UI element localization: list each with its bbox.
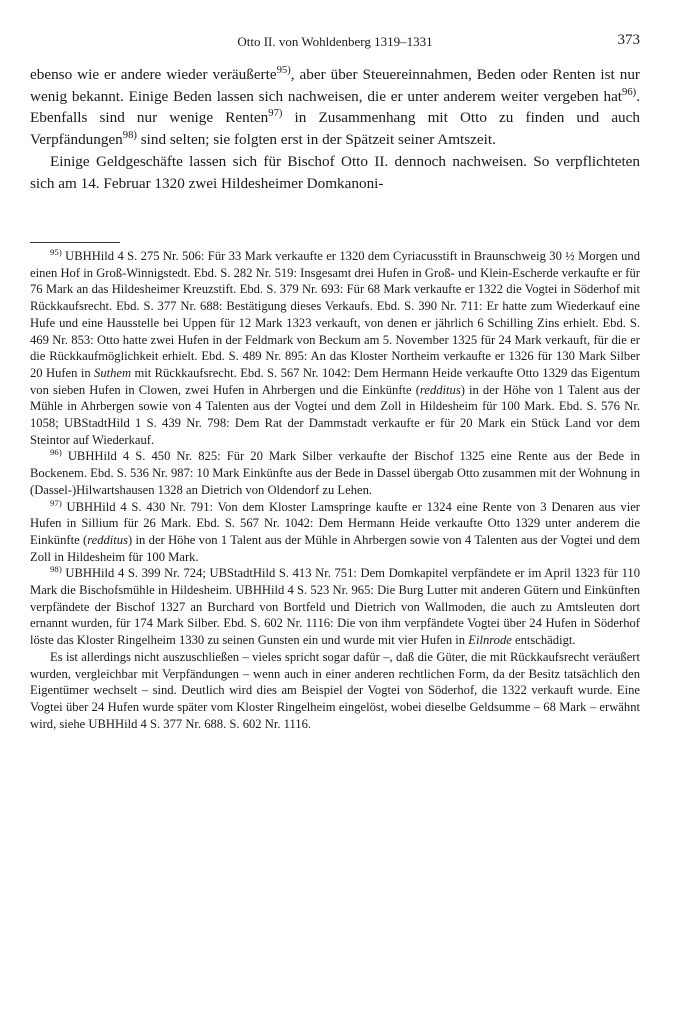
- footnote-ref-97: 97): [268, 108, 283, 120]
- text-run: UBHHild 4 S. 430 Nr. 791: Von dem Kloster Lamspringe kaufte er 1324 eine Rente von 3 Denaren aus vier Hufen in Sillium für 26 Mark. Ebd. S. 567 Nr. 1042: Dem Hermann Heide verkaufte Otto 1329 unter anderem die Einkünfte (: [30, 499, 640, 547]
- footnote-ref-95: 95): [276, 64, 291, 76]
- text-run: . Ebenfalls sind nur wenige Renten: [30, 87, 640, 127]
- text-run: , aber über Steuereinnahmen, Beden oder Renten ist nur wenig bekannt. Einige Beden lassen sich nachweisen, die er unter anderem weiter vergeben hat: [30, 66, 640, 105]
- italic-term: redditus: [419, 382, 461, 397]
- text-run: entschädigt.: [511, 633, 576, 648]
- italic-place-name: Suthem: [94, 365, 132, 380]
- footnotes: [30, 248, 640, 732]
- body-paragraph-2: Einige Geldgeschäfte lassen sich für Bischof Otto II. dennoch nachweisen. So verpflichteten sich am 14. Februar 1320 zwei Hildesheimer Domkanoni-: [30, 152, 640, 192]
- main-text: [30, 64, 640, 194]
- footnote-ref-96: 96): [622, 86, 637, 98]
- text-run: UBHHild 4 S. 275 Nr. 506: Für 33 Mark verkaufte er 1320 dem Cyriacusstift in Braunschweig 30 ½ Morgen und einen Hof in Groß-Winnigstedt. Ebd. S. 282 Nr. 519: Insgesamt drei Hufen in Groß- und Klein-Escherde verkaufte er für 76 Mark an das Hildesheimer Kreuzstift. Ebd. S. 379 Nr. 693: Für 68 Mark verkaufte er 1322 die Vogtei in Söderhof mit Rückkaufsrecht. Ebd. S. 377 Nr. 688: Bestätigung dieses Verkaufs. Ebd. S. 390 Nr. 711: Er hatte zum Wiederkauf eine Hufe und eine Hausstelle bei Uppen für 12 Mark 1323 verkauft, von denen er jährlich 6 Schilling Zins erhielt. Ebd. S. 469 Nr. 853: Otto hatte zwei Hufen in der Feldmark von Beckum am 5. November 1325 für 24 Mark verkauft, für die er die Rückkaufmöglichkeit erhielt. Ebd. S. 489 Nr. 895: An das Kloster Northeim verkaufte er 1326 für 130 Mark Silber 20 Hufen in: [30, 249, 640, 380]
- footnote-mark: 95): [50, 246, 62, 257]
- footnote-mark: 96): [50, 447, 62, 458]
- footnote-mark: 98): [50, 564, 62, 575]
- footnote-98: [30, 565, 640, 649]
- footnote-98-continuation: Es ist allerdings nicht auszuschließen – vieles spricht sogar dafür –, daß die Güter, die mit Rückkaufsrecht veräußert wurden, vergleichbar mit Verpfändungen – wenn auch in einer anderen rechtlichen Form, da der Besitz tatsächlich den Eigentümer wechselt – sind. Deutlich wird dies am Beispiel der Vogtei von Söderhof, die 1322 verkauft wurde. Eine Vogtei über 24 Hufen wurde später vom Kloster Ringelheim eingelöst, wobei dieselbe Geldsumme – 68 Mark – erwähnt wird, siehe UBHHild 4 S. 377 Nr. 688. S. 602 Nr. 1116.: [30, 649, 640, 731]
- footnote-96: [30, 448, 640, 498]
- footnote-97: [30, 499, 640, 566]
- text-run: UBHHild 4 S. 399 Nr. 724; UBStadtHild S. 413 Nr. 751: Dem Domkapitel verpfändete er im April 1323 für 110 Mark die Bischofsmühle in Hildesheim. UBHHild 4 S. 523 Nr. 965: Die Burg Lutter mit anderen Gütern und Einkünften verpfändete der Bischof 1327 an Burchard von Bortfeld und Dietrich von Wallmoden, die auch zu Amtsleuten dort ernannt wurden, für 174 Mark Silber. Ebd. S. 602 Nr. 1116: Die von ihm verpfändete Vogtei über 24 Hufen in Söderhof löste das Kloster Ringelheim 1330 zu seinen Gunsten ein und wurde mit vier Hufen in: [30, 566, 640, 648]
- footnote-separator: [30, 242, 120, 243]
- text-run: UBHHild 4 S. 450 Nr. 825: Für 20 Mark Silber verkaufte der Bischof 1325 eine Rente aus der Bede in Bockenem. Ebd. S. 536 Nr. 987: 10 Mark Einkünfte aus der Bede in Dassel übergab Otto zusammen mit der Wohnung in (Dassel-)Hilwartshausen 1328 an Dietrich von Oldendorf zu Lehen.: [30, 449, 640, 497]
- footnote-mark: 97): [50, 497, 62, 508]
- page-number: 373: [617, 32, 640, 48]
- text-run: ebenso wie er andere wieder veräußerte: [30, 66, 277, 83]
- running-title: Otto II. von Wohldenberg 1319–1331: [237, 34, 433, 49]
- text-run: mit Rückkaufsrecht. Ebd. S. 567 Nr. 1042: Dem Hermann Heide verkaufte Otto 1329 das Eigentum von sieben Hufen in Clowen, zwei Hufen in Ahrbergen und die Einkünfte (: [30, 365, 640, 397]
- text-run: sind selten; sie folgten erst in der Spätzeit seiner Amtszeit.: [136, 131, 496, 149]
- italic-term: redditus: [87, 532, 129, 547]
- body-paragraph-1: [30, 64, 640, 151]
- footnote-95: [30, 248, 640, 448]
- italic-place-name: Eilnrode: [468, 633, 512, 648]
- text-run: ) in der Höhe von 1 Talent aus der Mühle in Ahrbergen sowie von 4 Talenten aus der Vogtei und dem Zoll in Hildesheim für 100 Mark. Ebd. S. 576 Nr. 1058; UBStadtHild 1 S. 439 Nr. 798: Dem Rat der Dammstadt verkaufte er für 20 Mark ein Stück Land vor dem Steintor auf Wiederkauf.: [30, 382, 640, 447]
- text-run: in Zusammenhang mit Otto zu finden und auch Verpfändungen: [30, 109, 640, 149]
- footnote-ref-98: 98): [122, 130, 137, 142]
- running-header: [30, 34, 640, 54]
- text-run: ) in der Höhe von 1 Talent aus der Mühle in Ahrbergen sowie von 4 Talenten aus der Vogtei und dem Zoll in Hildesheim für 100 Mark.: [30, 532, 640, 564]
